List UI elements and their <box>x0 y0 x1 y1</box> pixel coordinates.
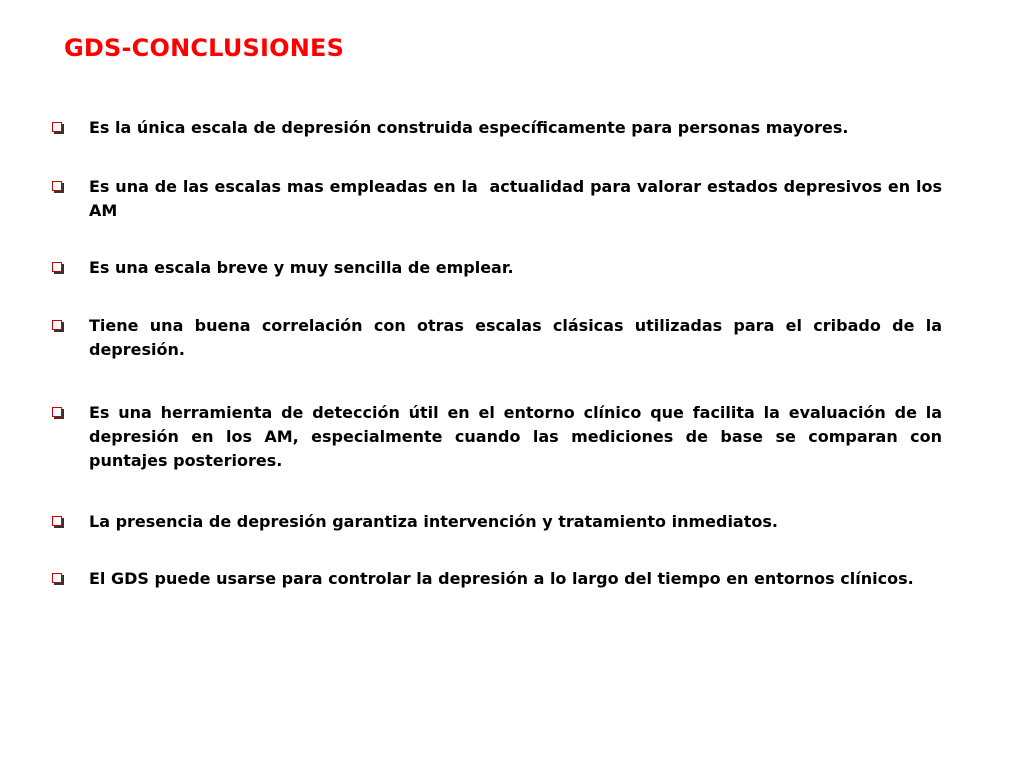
slide-title: GDS-CONCLUSIONES <box>64 34 345 62</box>
bullet-item <box>52 256 942 280</box>
bullet-list <box>52 116 948 591</box>
bullet-text: La presencia de depresión garantiza intervención y tratamiento inmediatos. <box>89 512 778 531</box>
bullet-item <box>52 567 942 591</box>
hollow-square-bullet-icon <box>52 407 62 417</box>
bullet-item <box>52 510 942 534</box>
bullet-text: El GDS puede usarse para controlar la depresión a lo largo del tiempo en entornos clínicos. <box>89 569 914 588</box>
hollow-square-bullet-icon <box>52 516 62 526</box>
bullet-text: Es una herramienta de detección útil en el entorno clínico que facilita la evaluación de la depresión en los AM, especialmente cuando las mediciones de base se comparan con puntajes posteriores. <box>89 403 942 470</box>
bullet-item <box>52 116 942 140</box>
bullet-item <box>52 175 948 223</box>
bullet-text: Es una de las escalas mas empleadas en la actualidad para valorar estados depresivos en los AM <box>89 177 948 220</box>
hollow-square-bullet-icon <box>52 573 62 583</box>
hollow-square-bullet-icon <box>52 320 62 330</box>
bullet-item <box>52 314 942 362</box>
bullet-text: Es una escala breve y muy sencilla de emplear. <box>89 258 514 277</box>
hollow-square-bullet-icon <box>52 181 62 191</box>
hollow-square-bullet-icon <box>52 262 62 272</box>
bullet-item <box>52 401 942 473</box>
hollow-square-bullet-icon <box>52 122 62 132</box>
bullet-text: Es la única escala de depresión construida específicamente para personas mayores. <box>89 118 849 137</box>
bullet-text: Tiene una buena correlación con otras escalas clásicas utilizadas para el cribado de la depresión. <box>89 316 942 359</box>
